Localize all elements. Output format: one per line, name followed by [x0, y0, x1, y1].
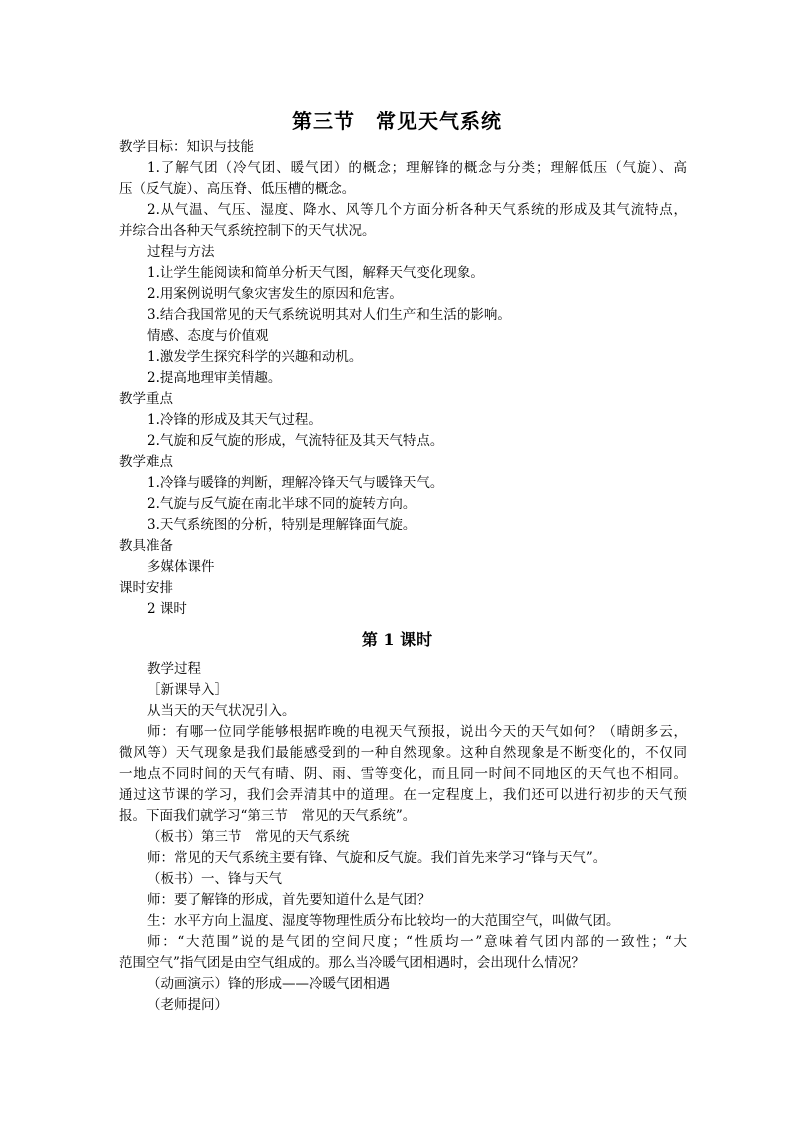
text-line: ［新课导入］ [147, 682, 228, 698]
text-line: 1.了解气团（冷气团、暖气团）的概念；理解锋的概念与分类；理解低压（气旋）、高 [147, 160, 687, 176]
key-points-heading: 教学重点 [119, 391, 173, 407]
text-line: 从当天的天气状况引入。 [147, 703, 296, 719]
materials-heading: 教具准备 [119, 538, 173, 554]
text-line: 报。下面我们就学习“第三节 常见的天气系统”。 [119, 808, 417, 824]
text-line: 1.冷锋与暖锋的判断，理解冷锋天气与暖锋天气。 [147, 475, 444, 491]
schedule-heading: 课时安排 [119, 580, 173, 596]
text-line: 3.结合我国常见的天气系统说明其对人们生产和生活的影响。 [147, 307, 511, 323]
text-line: （板书）第三节 常见的天气系统 [147, 829, 350, 845]
text-line: 微风等）天气现象是我们最能感受到的一种自然现象。这种自然现象是不断变化的，不仅同 [119, 745, 687, 761]
text-line: 范围空气”指气团是由空气组成的。那么当冷暖气团相遇时，会出现什么情况？ [119, 955, 585, 971]
text-line: 1.冷锋的形成及其天气过程。 [147, 412, 322, 428]
text-line: 1.让学生能阅读和简单分析天气图，解释天气变化现象。 [147, 265, 484, 281]
text-line: 生：水平方向上温度、湿度等物理性质分布比较均一的大范围空气，叫做气团。 [147, 913, 620, 929]
lesson-subtitle: 第 1 课时 [361, 630, 433, 649]
page-title: 第三节 常见天气系统 [292, 109, 502, 133]
text-line: 1.激发学生探究科学的兴趣和动机。 [147, 349, 363, 365]
text-line: 并综合出各种天气系统控制下的天气状况。 [119, 223, 376, 239]
text-line: 2.气旋和反气旋的形成，气流特征及其天气特点。 [147, 433, 444, 449]
text-line: 师：要了解锋的形成，首先要知道什么是气团？ [147, 892, 431, 908]
text-line: 2.从气温、气压、湿度、降水、风等几个方面分析各种天气系统的形成及其气流特点， [147, 202, 687, 218]
text-line: （板书）一、锋与天气 [147, 871, 282, 887]
text-line: 压（反气旋）、高压脊、低压槽的概念。 [119, 181, 356, 197]
text-line: 2 课时 [147, 601, 187, 617]
text-line: 师：有哪一位同学能够根据昨晚的电视天气预报，说出今天的天气如何？（晴朗多云， [147, 724, 687, 740]
text-line: 师：常见的天气系统主要有锋、气旋和反气旋。我们首先来学习“锋与天气”。 [147, 850, 607, 866]
emotion-heading: 情感、态度与价值观 [147, 328, 269, 344]
text-line: 2.提高地理审美情趣。 [147, 370, 282, 386]
text-line: 3.天气系统图的分析，特别是理解锋面气旋。 [147, 517, 417, 533]
text-line: 多媒体课件 [147, 559, 215, 575]
process-heading: 过程与方法 [147, 244, 215, 260]
text-line: 师：“大范围”说的是气团的空间尺度；“性质均一”意味着气团内部的一致性；“大 [147, 934, 687, 950]
text-line: 2.气旋与反气旋在南北半球不同的旋转方向。 [147, 496, 417, 512]
text-line: （老师提问） [147, 997, 228, 1013]
text-line: 一地点不同时间的天气有晴、阴、雨、雪等变化，而且同一时间不同地区的天气也不相同。 [119, 766, 687, 782]
text-line: （动画演示）锋的形成——冷暖气团相遇 [147, 976, 390, 992]
objectives-heading: 教学目标：知识与技能 [119, 139, 254, 155]
text-line: 通过这节课的学习，我们会弄清其中的道理。在一定程度上，我们还可以进行初步的天气预 [119, 787, 687, 803]
text-line: 2.用案例说明气象灾害发生的原因和危害。 [147, 286, 403, 302]
difficulties-heading: 教学难点 [119, 454, 173, 470]
process-label: 教学过程 [147, 661, 201, 677]
